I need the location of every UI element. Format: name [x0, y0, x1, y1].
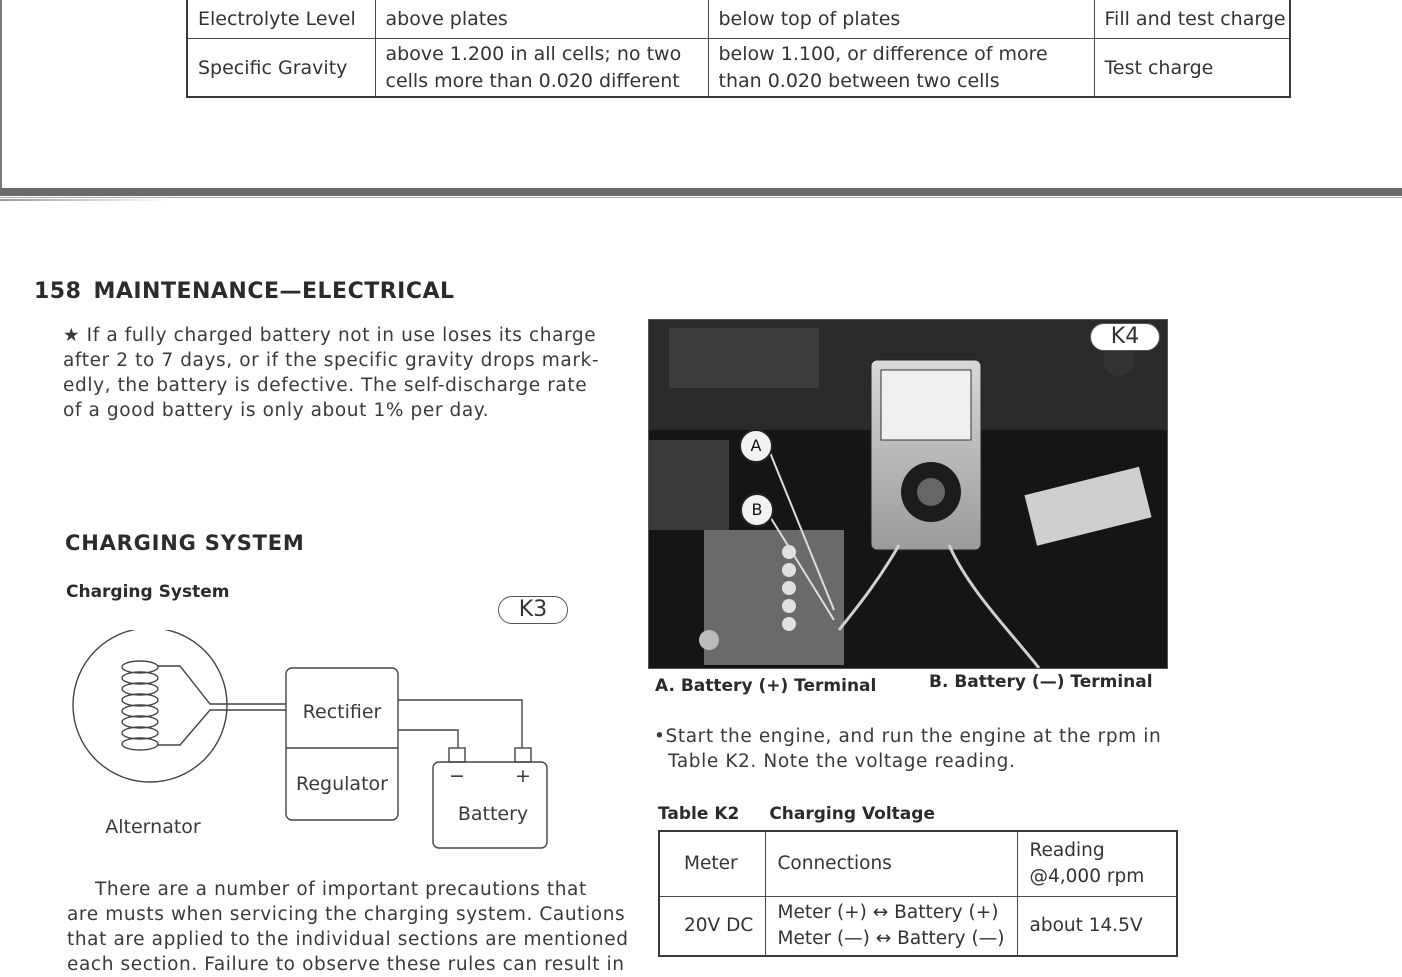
paragraph-line: after 2 to 7 days, or if the specific gravity drops mark-: [63, 350, 600, 371]
battery-negative-terminal: [449, 748, 465, 762]
paragraph-line: •Start the engine, and run the engine at the rpm in: [654, 726, 1162, 747]
callout-a: A: [739, 429, 773, 463]
cell-line: [719, 41, 1084, 68]
page-title-text: MAINTENANCE—ELECTRICAL: [93, 279, 455, 304]
table-label: Table K2: [658, 804, 740, 824]
charging-voltage-table: [658, 830, 1178, 957]
battery-block: [704, 530, 844, 665]
caption-negative-terminal: B. Battery (—) Terminal: [929, 672, 1153, 692]
section-heading: CHARGING SYSTEM: [65, 531, 305, 555]
table-cell: Specific Gravity: [187, 39, 375, 98]
paragraph-line: are musts when servicing the charging system. Cautions: [67, 904, 626, 925]
column-header: [1017, 831, 1177, 897]
paragraph-line: edly, the battery is defective. The self-discharge rate: [63, 375, 588, 396]
regulator-label: Regulator: [296, 773, 388, 795]
connection-line: Meter (—) ↔ Battery (—): [777, 928, 1005, 949]
figure-tag-k3: K3: [498, 596, 568, 624]
charging-system-diagram: [60, 630, 580, 855]
page-number: 158: [34, 279, 82, 304]
alternator-label: Alternator: [105, 816, 201, 838]
cell-text: cells more than 0.020 different: [385, 69, 680, 92]
cell-line: [719, 68, 1084, 95]
connections-cell: [765, 897, 1017, 957]
cell-text: below 1.100, or difference of more: [718, 42, 1048, 65]
column-header: Meter: [659, 831, 765, 897]
cell-text: above 1.200 in all cells; no two: [385, 42, 682, 65]
precautions-paragraph: [67, 877, 629, 977]
table-cell: above plates: [375, 0, 708, 39]
rectifier-label: Rectifier: [302, 701, 382, 723]
connection-line: Meter (+) ↔ Battery (+): [777, 902, 999, 923]
header-line: Reading: [1029, 840, 1105, 861]
table-cell: Electrolyte Level: [187, 0, 375, 39]
battery-positive-terminal: [515, 748, 531, 762]
page-edge: [0, 0, 2, 188]
instruction-paragraph: [654, 724, 1176, 774]
table-cell: below top of plates: [708, 0, 1094, 39]
table-cell: Test charge: [1094, 39, 1290, 98]
paragraph-line: Table K2. Note the voltage reading.: [668, 751, 1016, 772]
paragraph-line: each section. Failure to observe these rules can result in: [67, 954, 625, 975]
figure-tag-k4: K4: [1090, 323, 1160, 351]
table-row: [187, 39, 1290, 98]
paragraph-line: of a good battery is only about 1% per day.: [63, 400, 490, 421]
table-title: [658, 804, 935, 824]
photo-illustration: [649, 320, 1167, 668]
rectifier-regulator-box: [286, 668, 398, 820]
cell-line: [386, 41, 698, 68]
figure-title: Charging System: [66, 582, 230, 602]
paragraph-line: ★ If a fully charged battery not in use loses its charge: [63, 325, 597, 346]
caption-positive-terminal: A. Battery (+) Terminal: [655, 676, 877, 696]
cell-text: than 0.020 between two cells: [718, 69, 1000, 92]
table-cell: Fill and test charge: [1094, 0, 1290, 39]
minus-sign: −: [449, 765, 465, 787]
cell-line: [386, 68, 698, 95]
alternator-coil-icon: [122, 661, 286, 750]
meter-cell: 20V DC: [659, 897, 765, 957]
table-row: [659, 897, 1177, 957]
page-title: [34, 279, 455, 304]
page-divider: [0, 188, 1402, 196]
star-paragraph: [63, 323, 600, 423]
table-header-row: [659, 831, 1177, 897]
table-cell: [708, 39, 1094, 98]
reading-cell: about 14.5V: [1017, 897, 1177, 957]
battery-label: Battery: [457, 803, 529, 825]
column-header: Connections: [765, 831, 1017, 897]
table-cell: [375, 39, 708, 98]
table-subtitle: Charging Voltage: [769, 804, 935, 824]
table-row: [187, 0, 1290, 39]
callout-b: B: [740, 493, 774, 527]
page-divider-thin: [0, 197, 1402, 198]
plus-sign: +: [515, 765, 531, 787]
paragraph-line: There are a number of important precautions that: [95, 879, 587, 900]
header-line: @4,000 rpm: [1029, 866, 1145, 887]
battery-test-photo: [648, 319, 1168, 669]
battery-condition-table: [186, 0, 1291, 98]
paragraph-line: that are applied to the individual sections are mentioned: [67, 929, 629, 950]
page-divider-shadow: [0, 199, 170, 201]
